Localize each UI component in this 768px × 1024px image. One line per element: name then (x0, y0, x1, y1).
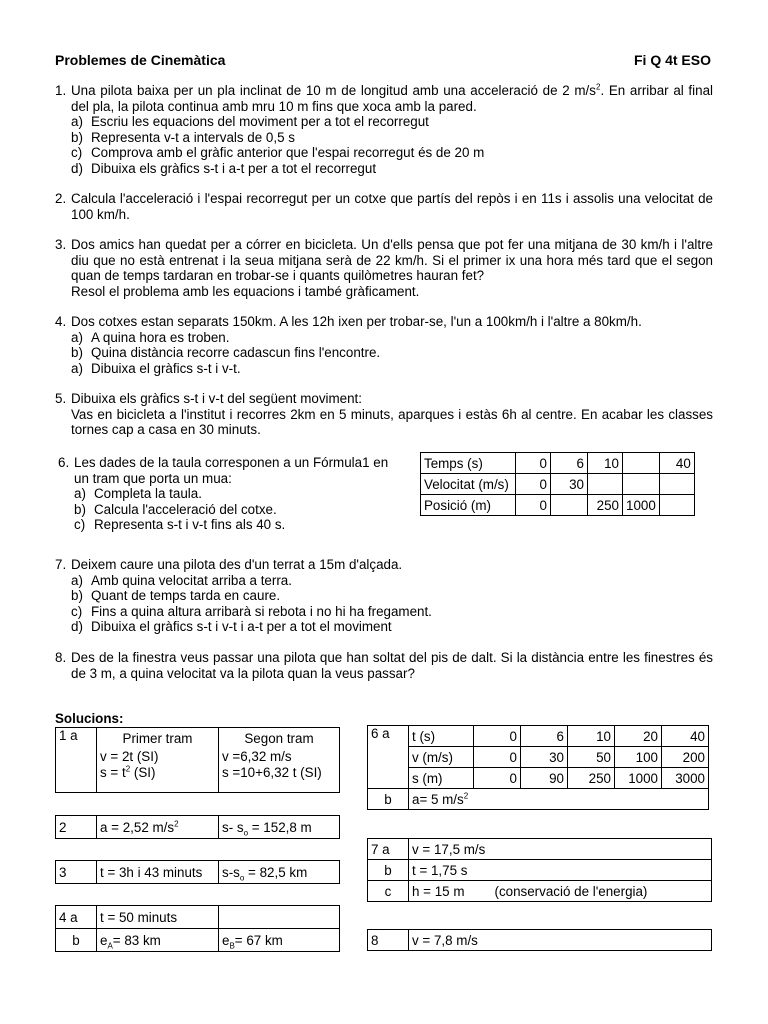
problem-8 (55, 650, 713, 681)
table-cell (659, 474, 694, 495)
problem-number: 1. (55, 83, 67, 98)
table-cell (659, 495, 694, 516)
problem-7 (55, 557, 713, 635)
table-cell: 0 (474, 726, 521, 747)
sub-item: b) Quant de temps tarda en caure. (71, 588, 281, 603)
problem-6 (58, 455, 398, 533)
solution-value: $s-s_o = 82,5$ km (219, 861, 340, 884)
solution-label: 1 a (56, 728, 97, 793)
table-row (368, 881, 712, 902)
sub-item: b) Representa v-t a intervals de 0,5 s (71, 129, 295, 145)
solution-value: $e_A= 83$ km (97, 929, 219, 952)
solution-label: b (368, 789, 409, 810)
problem-5 (55, 391, 713, 438)
solution-3-table (55, 860, 340, 884)
problem-4 (55, 314, 713, 376)
solution-label: 2 (56, 816, 97, 839)
sub-item: d) Dibuixa els gràfics s-t i a-t per a tot el recorregut (71, 160, 377, 176)
solution-label: b (56, 929, 97, 952)
page-header (55, 52, 713, 68)
solution-8-table (367, 929, 712, 951)
solution-value: a= 5 $m/s^2$ (409, 789, 709, 810)
table-cell (551, 495, 588, 516)
table-row (421, 495, 695, 516)
table-row (56, 906, 340, 929)
solution-2-table (55, 815, 340, 839)
first-stretch-equations: v = 2t (SI) $s = t^2$ (SI) (97, 749, 219, 792)
solution-value: s- $s_o = 152,8$ m (219, 816, 340, 839)
solution-label: 8 (368, 930, 409, 951)
table-row (421, 474, 695, 495)
table-cell: 200 (662, 747, 709, 768)
table-cell (588, 474, 623, 495)
solution-6-table (367, 725, 709, 810)
column-header: Segon tram (219, 728, 340, 750)
table-row (368, 747, 709, 768)
solution-label: c (368, 881, 409, 902)
table-cell: 40 (659, 453, 694, 474)
table-row (368, 789, 709, 810)
sub-item: a) Amb quina velocitat arriba a terra. (71, 572, 292, 588)
solution-label: 4 a (56, 906, 97, 929)
problem-number: 6. (58, 455, 70, 470)
solution-label: 3 (56, 861, 97, 884)
problem-1 (55, 83, 713, 176)
table-cell: 6 (551, 453, 588, 474)
sub-item: a) Completa la taula. (74, 486, 202, 501)
solution-value: $e_B= 67$ km (219, 929, 340, 952)
sub-item: b) Calcula l'acceleració del cotxe. (74, 501, 277, 517)
table-cell: 90 (521, 768, 568, 789)
course-label: Fi Q 4t ESO (633, 52, 711, 68)
table-cell: Velocitat (m/s) (421, 474, 516, 495)
problem-text: Dos cotxes estan separats 150km. A les 12h ixen per trobar-se, l'un a 100km/h i l'altre a 80km/h. (71, 314, 642, 329)
sub-item: b) Quina distància recorre cadascun fins l'encontre. (71, 345, 381, 360)
table-cell: 10 (568, 726, 615, 747)
table-cell: 250 (568, 768, 615, 789)
table-cell: s (m) (409, 768, 474, 789)
solution-7-table (367, 838, 712, 902)
table-cell: 1000 (615, 768, 662, 789)
sub-item: a) A quina hora es troben. (71, 329, 230, 345)
table-cell: 40 (662, 726, 709, 747)
table-cell: Temps (s) (421, 453, 516, 474)
table-cell: 0 (474, 768, 521, 789)
problem-text: Des de la finestra veus passar una pilota que han soltat del pis de dalt. Si la distància entre les finestres és de 3 m, a quina velocitat va la pilota quan la veus passar? (71, 650, 713, 681)
sub-item: d) Dibuixa el gràfics s-t i v-t i a-t per a tot el moviment (71, 619, 392, 634)
table-row (368, 860, 712, 881)
empty-cell (219, 906, 340, 929)
problem-number: 3. (55, 237, 67, 252)
solution-value: t = 3h i 43 minuts (97, 861, 219, 884)
solution-value: a = 2,52 $m/s^2$ (97, 816, 219, 839)
table-cell: 10 (588, 453, 623, 474)
table-cell: 50 (568, 747, 615, 768)
problem-number: 5. (55, 391, 67, 406)
solution-label: b (368, 860, 409, 881)
page-title: Problemes de Cinemàtica (55, 52, 226, 68)
table-cell: 30 (521, 747, 568, 768)
problem-text: Deixem caure una pilota des d'un terrat a 15m d'alçada. (71, 557, 403, 572)
table-row (56, 861, 340, 884)
sub-item: c) Fins a quina altura arribarà si rebota i no hi ha fregament. (71, 603, 432, 619)
solution-4-table (55, 905, 340, 952)
table-row (56, 816, 340, 839)
table-row (368, 726, 709, 747)
column-header: Primer tram (97, 728, 219, 750)
table-cell: 0 (516, 453, 551, 474)
table-cell: 1000 (623, 495, 660, 516)
sub-item: a) Dibuixa el gràfics s-t i v-t. (71, 360, 241, 376)
problem-text: Dos amics han quedat per a córrer en bicicleta. Un d'ells pensa que pot fer una mitjana de 30 km/h i l'altre diu que no està entrenat i la seua mitjana serà de 22 km/h. Si el primer ix una hora més tard que el segon quan de temps tardaran en trobar-se i quants quilòmetres hauran fet? Resol el problema amb les equacions i també gràficament. (71, 237, 713, 299)
solution-1-table (55, 727, 340, 793)
solution-value: t = 1,75 s (409, 860, 712, 881)
table-cell: 100 (615, 747, 662, 768)
problem-number: 2. (55, 191, 67, 206)
table-row (56, 929, 340, 952)
table-cell: 0 (474, 747, 521, 768)
table-cell: 6 (521, 726, 568, 747)
sub-item: c) Representa s-t i v-t fins als 40 s. (74, 517, 286, 532)
problem-number: 4. (55, 314, 67, 329)
second-stretch-equations: v =6,32 m/s s =10+6,32 t (SI) (219, 749, 340, 792)
table-cell: 3000 (662, 768, 709, 789)
solution-label: 6 a (368, 726, 409, 789)
table-row (368, 768, 709, 789)
table-row (368, 930, 712, 951)
problem-number: 7. (55, 557, 67, 572)
sub-item: a) Escriu les equacions del moviment per a tot el recorregut (71, 114, 429, 129)
solution-value: t = 50 minuts (97, 906, 219, 929)
table-cell: Posició (m) (421, 495, 516, 516)
problem-3 (55, 237, 713, 299)
table-row (56, 728, 340, 750)
solution-value: v = 7,8 m/s (409, 930, 712, 951)
table-row (368, 839, 712, 860)
solutions-title: Solucions: (55, 711, 124, 726)
formula1-data-table (420, 452, 695, 516)
table-cell: 250 (588, 495, 623, 516)
problem-text: Una pilota baixa per un pla inclinat de 10 m de longitud amb una acceleració de 2 $m/s^2$. En arribar al final del pla, la pilota continua amb mru 10 m fins que xoca amb la pared. (71, 82, 713, 114)
problem-text: Calcula l'acceleració i l'espai recorregut per un cotxe que partís del repòs i en 11s i assolis una velocitat de 100 km/h. (71, 191, 713, 222)
sub-item: c) Comprova amb el gràfic anterior que l'espai recorregut és de 20 m (71, 145, 485, 160)
table-cell: 30 (551, 474, 588, 495)
problem-number: 8. (55, 650, 67, 665)
solution-value: v = 17,5 m/s (409, 839, 712, 860)
table-cell: 0 (516, 495, 551, 516)
table-cell (623, 453, 660, 474)
problem-text: Dibuixa els gràfics s-t i v-t del següent moviment: Vas en bicicleta a l'institut i recorres 2km en 5 minuts, aparques i estàs 6h al centre. En acabar les classes tornes cap a casa en 30 minuts. (71, 391, 713, 437)
table-row (56, 749, 340, 792)
table-row (421, 453, 695, 474)
table-cell: 0 (516, 474, 551, 495)
solution-value: h = 15 m (conservació de l'energia) (409, 881, 712, 902)
solution-label: 7 a (368, 839, 409, 860)
table-cell: t (s) (409, 726, 474, 747)
problem-2 (55, 191, 713, 222)
table-cell (623, 474, 660, 495)
table-cell: 20 (615, 726, 662, 747)
problem-text: Les dades de la taula corresponen a un Fórmula1 en un tram que porta un mua: (74, 455, 389, 486)
table-cell: v (m/s) (409, 747, 474, 768)
